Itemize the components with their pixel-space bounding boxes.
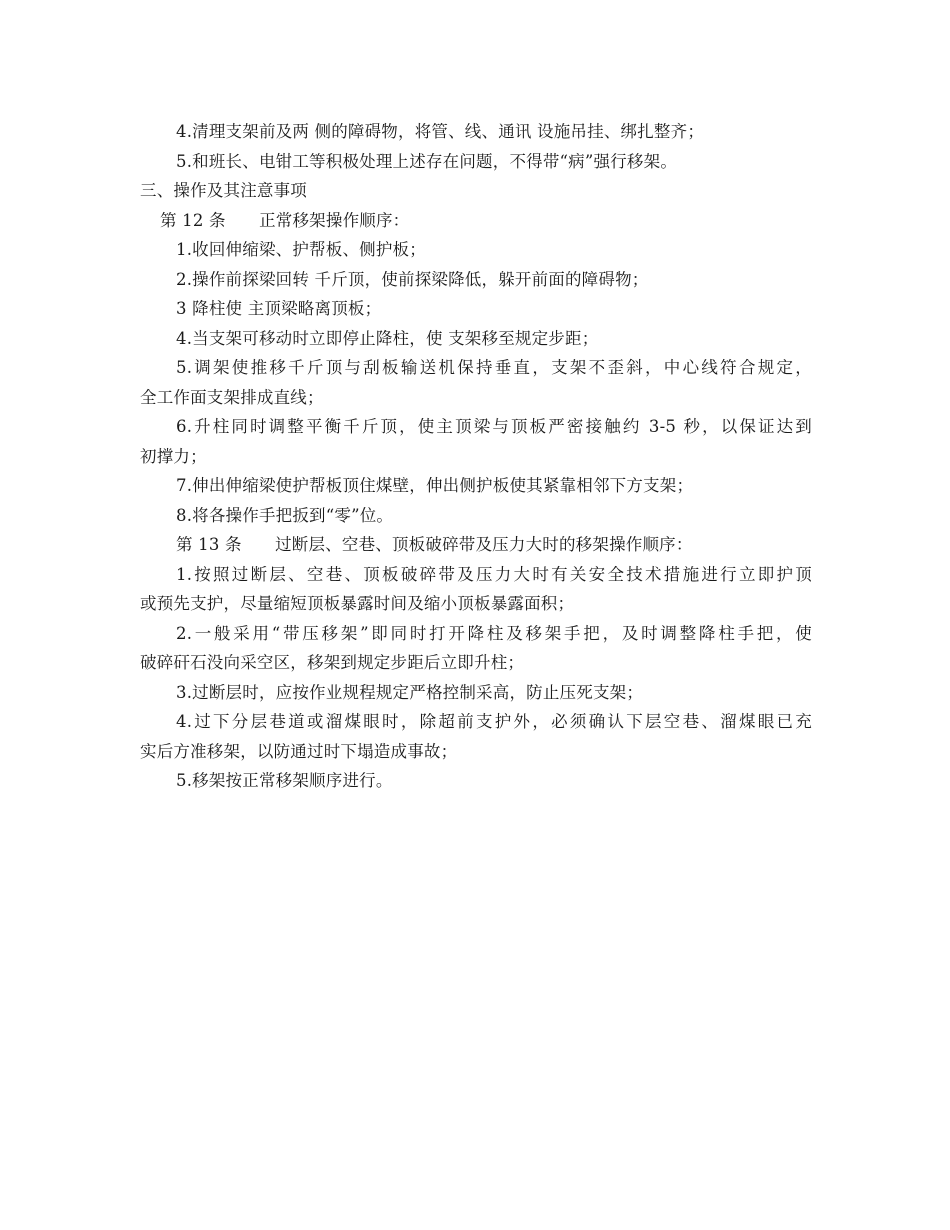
paragraph-line: 4.过下分层巷道或溜煤眼时，除超前支护外，必须确认下层空巷、溜煤眼已充: [176, 712, 812, 731]
paragraph-line: 破碎矸石没向采空区，移架到规定步距后立即升柱；: [140, 653, 525, 672]
paragraph-line: 3.过断层时，应按作业规程规定严格控制采高，防止压死支架；: [176, 682, 644, 702]
paragraph-line: 2.一般采用“带压移架”即同时打开降柱及移架手把，及时调整降柱手把，使: [176, 623, 812, 643]
paragraph-line: 7.伸出伸缩梁使护帮板顶住煤壁，伸出侧护板使其紧靠相邻下方支架；: [176, 476, 694, 495]
paragraph-line: 初撑力；: [140, 446, 207, 466]
paragraph-line: 4.当支架可移动时立即停止降柱，使 支架移至规定步距；: [176, 328, 599, 348]
paragraph-line: 实后方准移架，以防通过时下塌造成事故；: [140, 741, 458, 761]
article-heading: 第 12 条 正常移架操作顺序：: [160, 210, 410, 230]
paragraph-line: 8.将各操作手把扳到“零”位。: [176, 505, 394, 525]
paragraph-line: 2.操作前探梁回转 千斤顶，使前探梁降低，躲开前面的障碍物；: [176, 269, 649, 289]
article-heading: 第 13 条 过断层、空巷、顶板破碎带及压力大时的移架操作顺序：: [176, 535, 693, 554]
paragraph-line: 5.和班长、电钳工等积极处理上述存在问题，不得带“病”强行移架。: [176, 151, 678, 171]
paragraph-line: 1.收回伸缩梁、护帮板、侧护板；: [176, 240, 426, 259]
paragraph-line: 或预先支护，尽量缩短顶板暴露时间及缩小顶板暴露面积；: [140, 594, 575, 613]
paragraph-line: 4.清理支架前及两 侧的障碍物，将管、线、通讯 设施吊挂、绑扎整齐；: [176, 122, 705, 141]
document-body: [140, 117, 812, 796]
paragraph-line: 1.按照过断层、空巷、顶板破碎带及压力大时有关安全技术措施进行立即护顶: [176, 564, 812, 584]
paragraph-line: 3 降柱使 主顶梁略离顶板；: [176, 299, 382, 318]
paragraph-line: 5.移架按正常移架顺序进行。: [176, 771, 393, 790]
paragraph-line: 5.调架使推移千斤顶与刮板输送机保持垂直，支架不歪斜，中心线符合规定，: [176, 358, 812, 377]
section-heading: 三、操作及其注意事项: [140, 181, 307, 200]
paragraph-line: 全工作面支架排成直线；: [140, 387, 324, 407]
paragraph-line: 6.升柱同时调整平衡千斤顶，使主顶梁与顶板严密接触约 3-5 秒，以保证达到: [176, 417, 812, 436]
